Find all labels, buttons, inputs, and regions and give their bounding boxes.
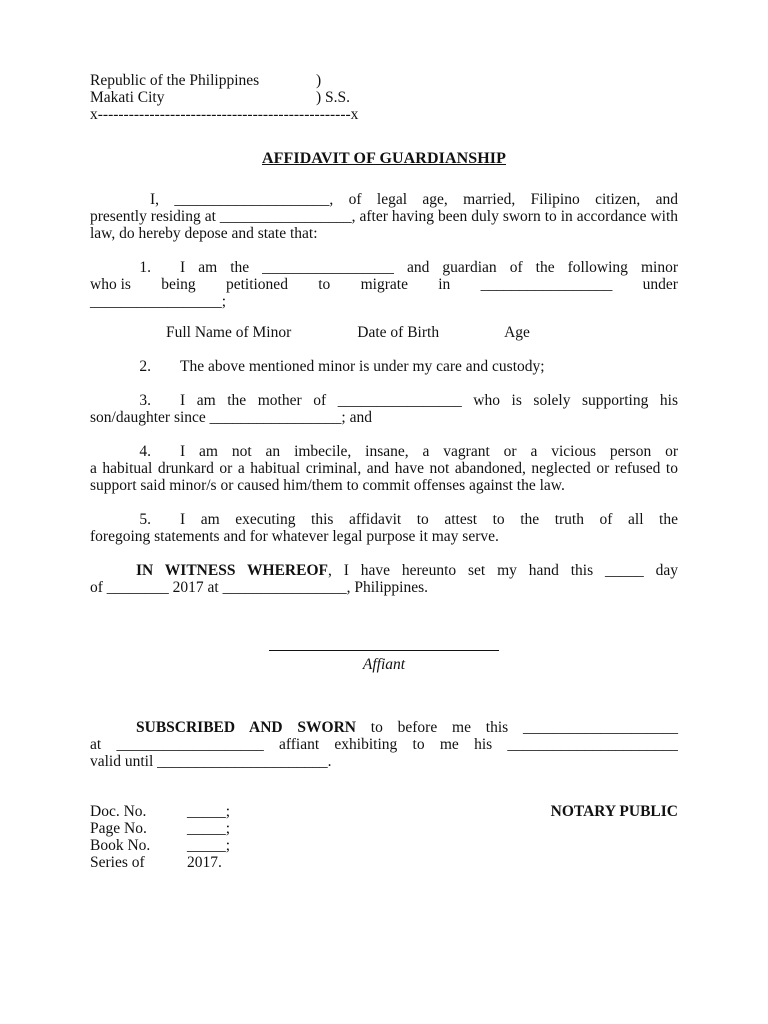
item-4-line-1: I am not an imbecile, insane, a vagrant or a vicious person or	[180, 443, 678, 460]
word: petitioned	[225, 276, 288, 293]
col-age: Age	[504, 324, 530, 341]
venue-country: Republic of the Philippines	[90, 72, 260, 89]
signature-line	[269, 649, 499, 651]
ledger-label: Series of	[90, 854, 145, 871]
minor-table-header	[90, 324, 678, 341]
item-3	[90, 392, 678, 426]
venue-bracket: )	[316, 72, 322, 89]
notarial-ledger	[90, 803, 230, 871]
word: being	[161, 276, 196, 293]
ledger-row	[90, 837, 230, 854]
item-3-line-1: I am the mother of ________________ who is solely supporting his	[180, 392, 678, 409]
ledger-value: _____;	[187, 837, 231, 854]
affidavit-document	[90, 72, 678, 871]
ledger-value: _____;	[187, 820, 231, 837]
word: _________________	[480, 276, 613, 293]
item-1-line-3: _________________;	[90, 293, 227, 310]
jurat-paragraph	[90, 719, 678, 770]
item-2-text: The above mentioned minor is under my care and custody;	[180, 358, 545, 375]
notary-public-label: NOTARY PUBLIC	[550, 803, 678, 820]
ledger-row	[90, 820, 230, 837]
col-full-name: Full Name of Minor	[166, 324, 292, 341]
word: under	[642, 276, 678, 293]
intro-paragraph	[90, 191, 678, 242]
jurat-line-3: valid until ______________________.	[90, 753, 332, 770]
witness-line-1: , I have hereunto set my hand this _____ day	[328, 562, 678, 579]
affiant-signature-block	[90, 638, 678, 673]
witness-paragraph	[90, 562, 678, 596]
item-1-line-2	[90, 276, 678, 293]
item-1	[90, 259, 678, 310]
affiant-label: Affiant	[362, 656, 406, 673]
item-4-rest: a habitual drunkard or a habitual criminal, and have not abandoned, neglected or refused to support said minor/s or caused him/them to commit offenses against the law.	[90, 460, 678, 494]
item-2	[90, 358, 678, 375]
venue-city: Makati City	[90, 89, 165, 106]
ledger-label: Doc. No.	[90, 803, 147, 820]
word: exhibiting	[334, 736, 398, 753]
item-number: 2.	[139, 358, 151, 375]
item-number: 5.	[139, 511, 151, 528]
item-1-line-1: I am the _________________ and guardian of the following minor	[180, 259, 678, 276]
word: migrate	[360, 276, 408, 293]
document-title: AFFIDAVIT OF GUARDIANSHIP	[261, 150, 506, 167]
word: in	[438, 276, 451, 293]
witness-line-2: of ________ 2017 at ________________, Philippines.	[90, 579, 428, 596]
word: to	[412, 736, 425, 753]
word: at	[90, 736, 102, 753]
jurat-line-1: to before me this ____________________	[355, 719, 678, 736]
word: his	[474, 736, 493, 753]
jurat-lead: SUBSCRIBED AND SWORN	[136, 719, 356, 736]
word: who is	[90, 276, 131, 293]
item-5-rest: foregoing statements and for whatever legal purpose it may serve.	[90, 528, 499, 545]
ledger-value: _____;	[187, 803, 231, 820]
item-5	[90, 511, 678, 545]
ledger-label: Page No.	[90, 820, 147, 837]
item-number: 4.	[139, 443, 151, 460]
word: ______________________	[507, 736, 678, 753]
item-number: 3.	[139, 392, 151, 409]
venue-block	[90, 72, 678, 123]
word: affiant	[278, 736, 320, 753]
notarial-footer	[90, 803, 678, 871]
word: ___________________	[116, 736, 264, 753]
ledger-value: 2017.	[187, 854, 222, 871]
word: me	[439, 736, 459, 753]
ledger-row	[90, 854, 230, 871]
word: to	[318, 276, 331, 293]
witness-lead: IN WITNESS WHEREOF	[136, 562, 328, 579]
item-5-line-1: I am executing this affidavit to attest to the truth of all the	[180, 511, 678, 528]
jurat-line-2	[90, 736, 678, 753]
item-3-line-2: son/daughter since _________________; and	[90, 409, 372, 426]
item-number: 1.	[139, 259, 151, 276]
intro-rest: presently residing at _________________, after having been duly sworn to in accordance with law, do hereby depose and state that:	[90, 208, 678, 242]
venue-separator: x-------------------------------------------------x	[90, 106, 359, 123]
ledger-label: Book No.	[90, 837, 151, 854]
ledger-row	[90, 803, 230, 820]
item-4	[90, 443, 678, 494]
intro-line-1: I, ____________________, of legal age, married, Filipino citizen, and	[150, 191, 678, 208]
venue-ss: ) S.S.	[316, 89, 351, 106]
col-date-of-birth: Date of Birth	[357, 324, 440, 341]
